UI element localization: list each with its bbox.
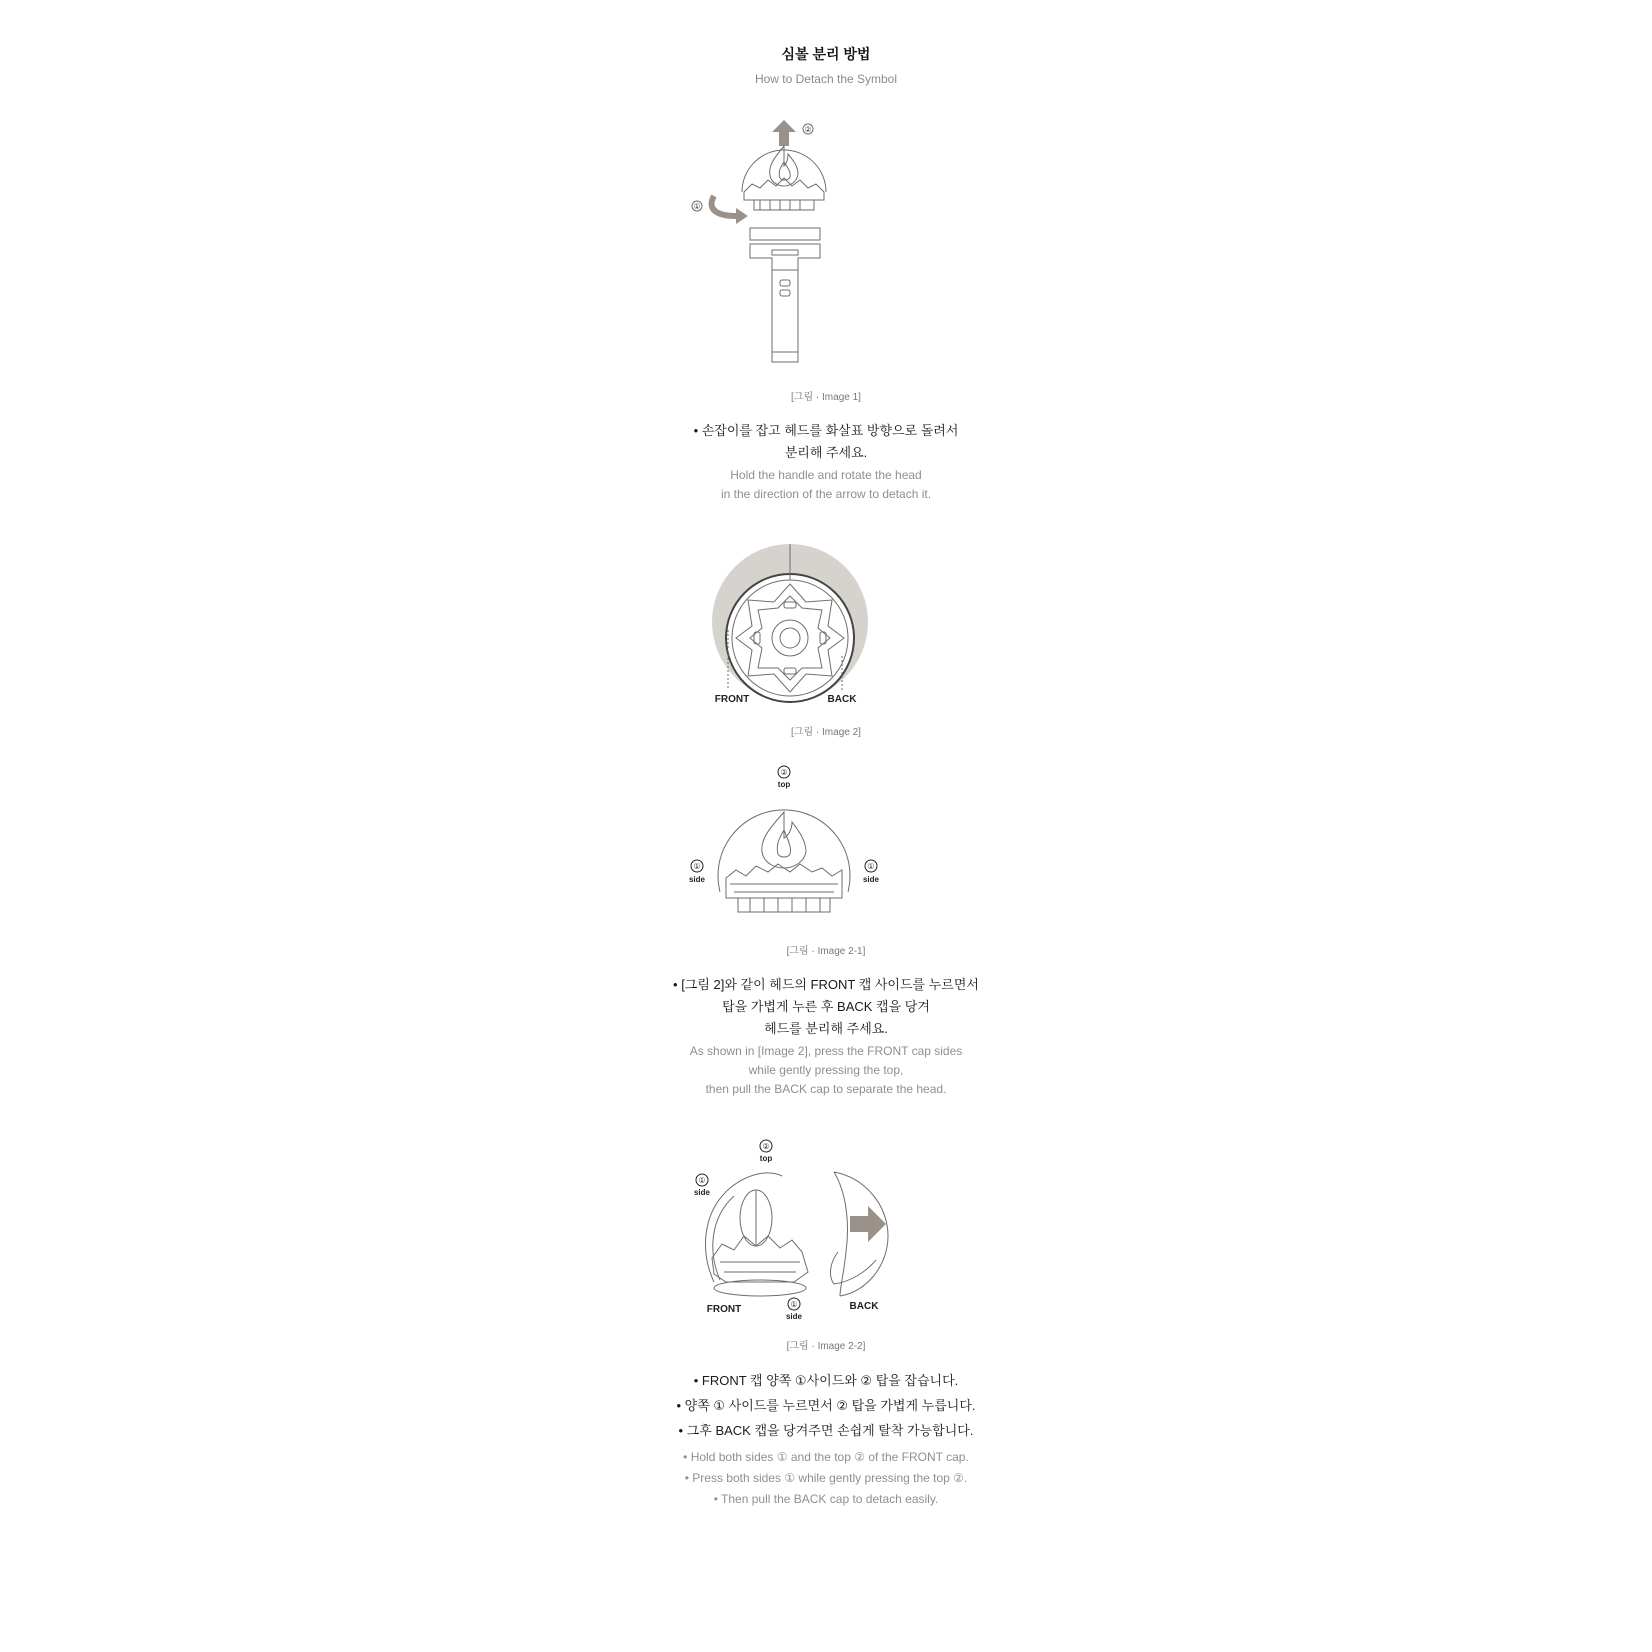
top-label: top: [759, 1154, 773, 1163]
instruction-line: in the direction of the arrow to detach it.: [720, 487, 932, 501]
svg-text:①: ①: [693, 202, 701, 211]
instruction-en: [0, 1447, 1652, 1510]
instruction-line: • [그림 2]와 같이 헤드의 FRONT 캡 사이드를 누르면서: [673, 977, 979, 992]
figure-caption: [그림 · Image 2-1]: [786, 946, 866, 957]
side-label-left: side: [688, 875, 706, 884]
figure-caption: [그림 · Image 2]: [791, 727, 861, 738]
crown-base: [712, 1236, 808, 1282]
instruction-ko: [0, 974, 1652, 1040]
pull-arrow-icon: [850, 1206, 886, 1242]
figure-caption: [그림 · Image 1]: [791, 392, 861, 403]
svg-text:②: ②: [780, 768, 788, 777]
instruction-ko: [0, 1368, 1652, 1443]
instruction-line: • Then pull the BACK cap to detach easily.: [713, 1492, 939, 1506]
crown-base: [726, 864, 842, 898]
cap-top-view-illustration: [710, 540, 890, 720]
svg-text:②: ②: [804, 125, 812, 134]
side-label-bottom: side: [785, 1312, 803, 1321]
svg-text:①: ①: [867, 862, 875, 871]
head-front-view-illustration: [680, 760, 880, 940]
instruction-line: while gently pressing the top,: [748, 1063, 904, 1077]
back-cap-ring: [831, 1252, 876, 1284]
side-label-right: side: [862, 875, 880, 884]
front-cap-globe: [706, 1173, 782, 1282]
rotate-arrow-icon: [712, 196, 736, 216]
instruction-line: 탑을 가볍게 누른 후 BACK 캡을 당겨: [722, 999, 930, 1014]
instruction-line: 헤드를 분리해 주세요.: [764, 1021, 888, 1036]
instruction-line: As shown in [Image 2], press the FRONT cap sides: [689, 1044, 963, 1058]
crown-base: [744, 178, 824, 200]
handle-top: [750, 244, 820, 270]
top-label: top: [777, 780, 791, 789]
front-label: FRONT: [706, 1304, 742, 1315]
head-cap: [754, 200, 814, 210]
instruction-line: • Press both sides ① while gently pressing the top ②.: [684, 1471, 968, 1485]
instruction-line: Hold the handle and rotate the head: [730, 468, 922, 482]
front-cap-ring: [726, 574, 854, 702]
head-cap: [738, 898, 830, 912]
lightstick-illustration: [693, 110, 860, 375]
instruction-line: • 그후 BACK 캡을 당겨주면 손쉽게 탈착 가능합니다.: [678, 1423, 974, 1438]
instruction-line: • FRONT 캡 양쪽 ①사이드와 ② 탑을 잡습니다.: [693, 1373, 959, 1388]
svg-text:①: ①: [693, 862, 701, 871]
cap-separation-illustration: [690, 1132, 940, 1332]
front-label: FRONT: [714, 694, 750, 705]
page-subtitle: How to Detach the Symbol: [754, 72, 898, 86]
instruction-line: 분리해 주세요.: [784, 445, 868, 460]
handle: [772, 270, 798, 362]
button-icon: [780, 280, 790, 286]
side-label: side: [693, 1188, 711, 1197]
page-title: 심볼 분리 방법: [781, 46, 871, 62]
back-label: BACK: [849, 1301, 879, 1312]
instruction-line: • 양쪽 ① 사이드를 누르면서 ② 탑을 가볍게 누릅니다.: [676, 1398, 976, 1413]
lift-arrow-icon: [772, 120, 796, 146]
instruction-line: then pull the BACK cap to separate the head.: [705, 1082, 947, 1096]
svg-text:①: ①: [790, 1300, 798, 1309]
instruction-ko: [0, 420, 1652, 464]
instruction-line: • 손잡이를 잡고 헤드를 화살표 방향으로 돌려서: [693, 423, 959, 438]
instruction-line: • Hold both sides ① and the top ② of the FRONT cap.: [683, 1450, 969, 1464]
body-ring: [750, 228, 820, 240]
back-label: BACK: [827, 694, 857, 705]
instruction-en: [0, 1042, 1652, 1099]
svg-text:①: ①: [698, 1176, 706, 1185]
instruction-en: [0, 466, 1652, 504]
figure-caption: [그림 · Image 2-2]: [786, 1341, 866, 1352]
flame-icon: [762, 812, 806, 868]
svg-text:②: ②: [762, 1142, 770, 1151]
